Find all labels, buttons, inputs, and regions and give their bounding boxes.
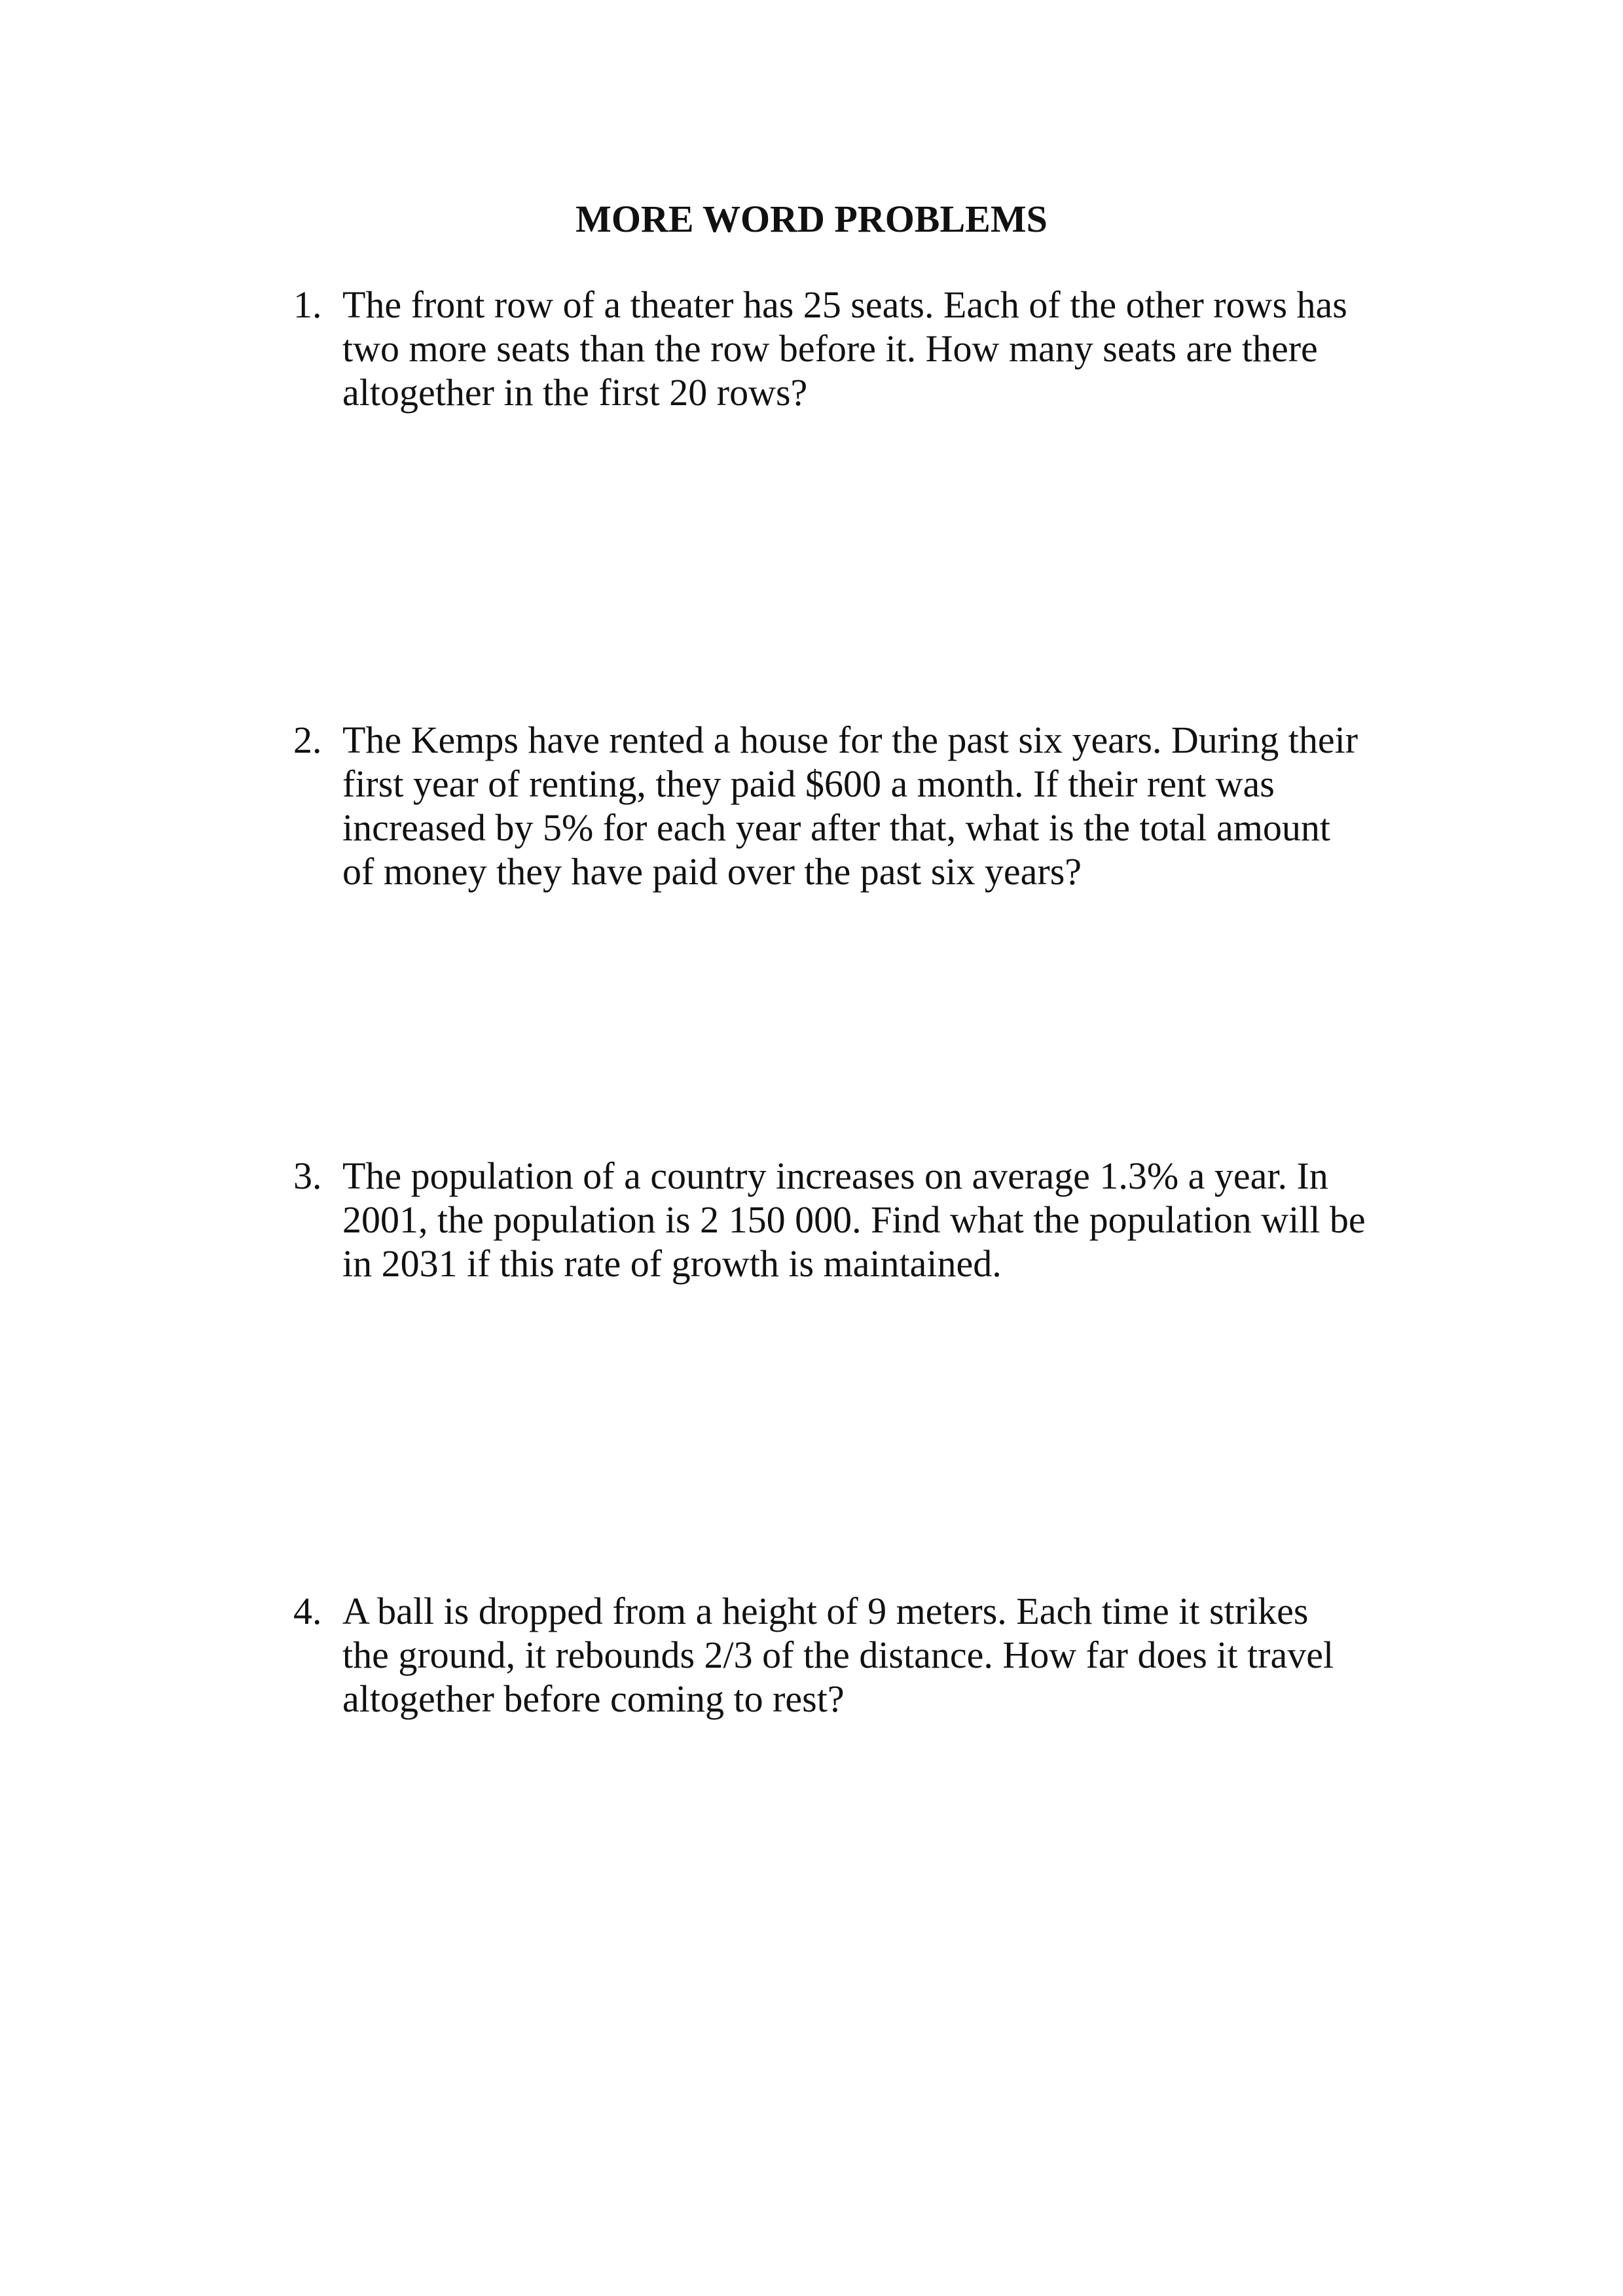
problem-line: The population of a country increases on average 1.3% a year. In <box>342 1155 1328 1197</box>
problem-number: 1. <box>293 283 322 326</box>
problem-number: 3. <box>293 1155 322 1197</box>
problem-line: The Kemps have rented a house for the past six years. During their <box>342 719 1359 761</box>
problem-line: two more seats than the row before it. How many seats are there <box>342 327 1318 370</box>
problem-line: A ball is dropped from a height of 9 meters. Each time it strikes <box>342 1590 1309 1632</box>
problem-line: altogether in the first 20 rows? <box>342 371 808 414</box>
problem-line: altogether before coming to rest? <box>342 1677 845 1720</box>
page-title: MORE WORD PROBLEMS <box>575 198 1048 240</box>
problem-line: 2001, the population is 2 150 000. Find what the population will be <box>342 1198 1366 1241</box>
problem-number: 4. <box>293 1590 322 1632</box>
problem-line: of money they have paid over the past six years? <box>342 850 1082 893</box>
problem-line: increased by 5% for each year after that, what is the total amount <box>342 806 1330 849</box>
problem-text <box>342 718 1416 893</box>
problem-line: the ground, it rebounds 2/3 of the distance. How far does it travel <box>342 1634 1334 1676</box>
problem-line: The front row of a theater has 25 seats. Each of the other rows has <box>342 283 1347 326</box>
problem-number: 2. <box>293 719 322 761</box>
problem-text <box>342 1154 1416 1285</box>
problem-text <box>342 1589 1416 1721</box>
problem-line: first year of renting, they paid $600 a month. If their rent was <box>342 762 1275 805</box>
problem-text <box>342 283 1416 414</box>
problem-line: in 2031 if this rate of growth is maintained. <box>342 1242 1002 1285</box>
